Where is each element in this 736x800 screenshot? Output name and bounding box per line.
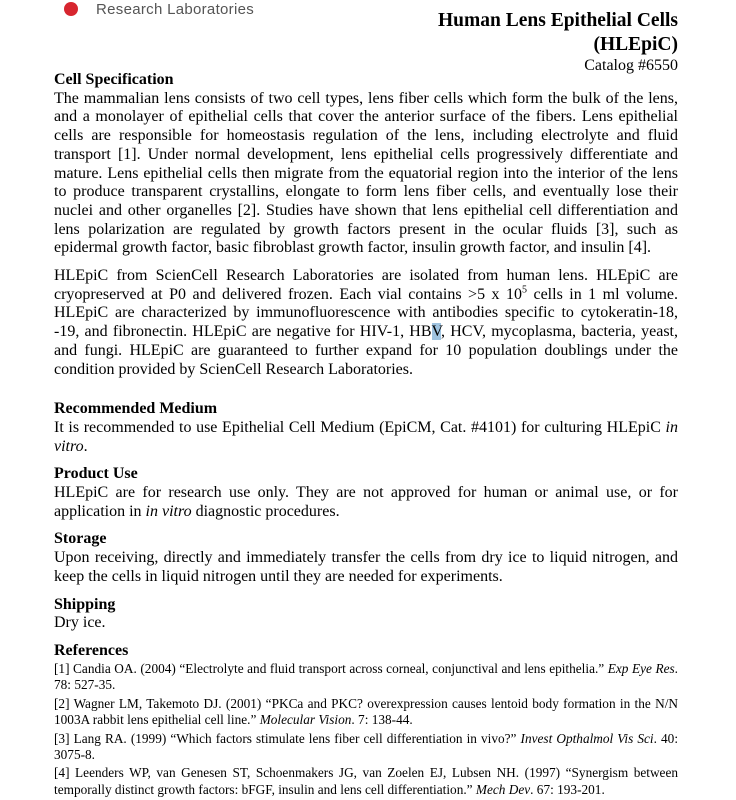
company-logo: [64, 0, 254, 18]
reference-citation: . 78: 527-35.: [54, 660, 678, 692]
paragraph[interactable]: The mammalian lens consists of two cell types, lens fiber cells which form the bulk of the lens, and a monolayer of epithelial cells that cover the anterior surface of the fibers. Lens epithelial cells are responsible for homeostasis regulation of the lens, including electrolyte and fluid transport [1]. Under normal development, lens epithelial cells progressively differentiate and mature. Lens epithelial cells then migrate from the equatorial region into the interior of the lens to produce transparent crystallins, elongate to form lens fiber cells, and eventually lose their nuclei and other organelles [2]. Studies have shown that lens epithelial cell differentiation and lens polarization are regulated by growth factors present in the ocular fluids [3], such as epidermal growth factor, basic fibroblast growth factor, insulin growth factor, and insulin [4].: [54, 89, 678, 257]
reference-citation: . 67: 193-201.: [530, 781, 605, 797]
reference-list: [54, 661, 678, 798]
section-heading: Shipping: [54, 595, 116, 613]
section-heading: Cell Specification: [54, 71, 174, 88]
section-heading: Product Use: [54, 465, 138, 483]
catalog-number: Catalog #6550: [584, 57, 678, 74]
text-selection[interactable]: V: [431, 323, 442, 341]
reference-citation: . 40: 3075-8.: [54, 730, 679, 762]
paragraph[interactable]: Dry ice.: [54, 614, 106, 632]
italic-text: in vitro: [54, 418, 678, 455]
reference-journal: Exp Eye Res: [607, 660, 675, 676]
reference-text: [4] Leenders WP, van Genesen ST, Schoenmakers JG, van Zoelen EJ, Lubsen NH. (1997) “Synergism between temporally distinct growth factors: bFGF, insulin and lens cell differentiation.”: [54, 765, 678, 797]
logo-text: Research Laboratories: [96, 0, 255, 18]
paragraph[interactable]: [54, 267, 678, 379]
paragraph[interactable]: [54, 419, 678, 456]
reference-text: [2] Wagner LM, Takemoto DJ. (2001) “PKCa and PKC? overexpression causes lentoid body formation in the N/N 1003A rabbit lens epithelial cell line.”: [54, 695, 678, 727]
superscript: 5: [522, 284, 528, 296]
section-shipping: [54, 596, 678, 633]
section-heading: Storage: [54, 530, 107, 548]
section-storage: [54, 530, 678, 586]
reference-item[interactable]: [54, 661, 678, 693]
reference-journal: Invest Opthalmol Vis Sci: [520, 730, 654, 746]
document-body: [54, 71, 678, 800]
text-run: It is recommended to use Epithelial Cell Medium (EpiCM, Cat. #4101) for culturing HLEpiC: [54, 418, 666, 436]
section-heading: References: [54, 641, 129, 659]
reference-journal: Molecular Vision: [259, 711, 352, 727]
section-recommended-medium: [54, 400, 678, 456]
reference-text: [1] Candia OA. (2004) “Electrolyte and fluid transport across corneal, conjunctival and lens epithelia.”: [54, 660, 608, 676]
text-run: cells in 1 ml volume. HLEpiC are characterized by immunofluorescence with antibodies specific to cytokeratin-18, -19, and fibronectin. HLEpiC are negative for HIV-1, HB: [54, 285, 679, 341]
section-heading: Recommended Medium: [54, 400, 218, 418]
section-cell-specification: [54, 71, 678, 379]
paragraph[interactable]: [54, 484, 678, 521]
text-run: .: [83, 437, 88, 455]
document-subtitle: (HLEpiC): [593, 34, 678, 55]
text-run: HLEpiC from ScienCell Research Laboratories are isolated from human lens. HLEpiC are cryopreserved at P0 and delivered frozen. Each vial contains >5 x 10: [54, 267, 678, 303]
document-title: Human Lens Epithelial Cells: [438, 10, 678, 31]
text-run: diagnostic procedures.: [191, 502, 340, 520]
section-references: [54, 642, 678, 798]
italic-text: in vitro: [145, 502, 192, 520]
reference-text: [3] Lang RA. (1999) “Which factors stimulate lens fiber cell differentiation in vivo?”: [54, 730, 521, 746]
reference-journal: Mech Dev: [475, 781, 531, 797]
document-title-block: [438, 9, 678, 75]
reference-citation: . 7: 138-44.: [351, 711, 413, 727]
text-run: , HCV, mycoplasma, bacteria, yeast, and fungi. HLEpiC are guaranteed to further expand for 10 population doublings under the condition provided by ScienCell Research Laboratories.: [54, 323, 679, 378]
section-product-use: [54, 465, 678, 521]
reference-item[interactable]: [54, 696, 678, 728]
reference-item[interactable]: [54, 765, 678, 797]
paragraph[interactable]: Upon receiving, directly and immediately transfer the cells from dry ice to liquid nitrogen, and keep the cells in liquid nitrogen until they are needed for experiments.: [54, 549, 678, 585]
logo-mark-icon: [64, 2, 78, 16]
reference-item[interactable]: [54, 731, 678, 763]
text-run: HLEpiC are for research use only. They are not approved for human or animal use, or for application in: [54, 484, 678, 520]
